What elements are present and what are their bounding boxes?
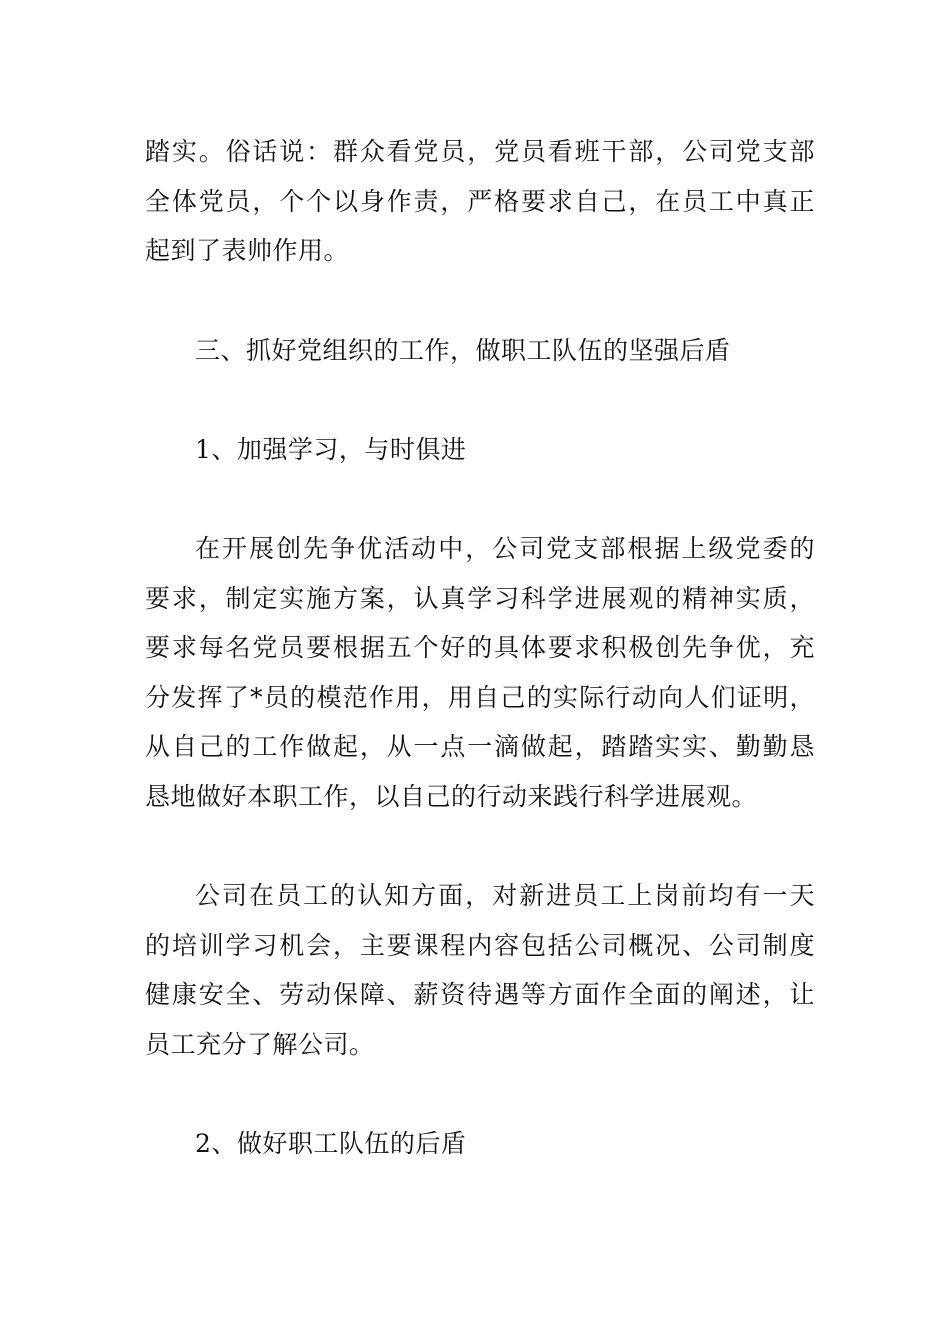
paragraph-3-line-3: 健康安全、劳动保障、薪资待遇等方面作全面的阐述，让 xyxy=(145,980,815,1009)
paragraph-2-line-6: 恳地做好本职工作，以自己的行动来践行科学进展观。 xyxy=(145,782,758,811)
subheading-2: 2、做好职工队伍的后盾 xyxy=(195,1129,467,1158)
paragraph-2-line-1: 在开展创先争优活动中，公司党支部根据上级党委的 xyxy=(195,534,815,563)
paragraph-3-line-2: 的培训学习机会，主要课程内容包括公司概况、公司制度 xyxy=(145,931,815,960)
paragraph-2-line-2: 要求，制定实施方案，认真学习科学进展观的精神实质， xyxy=(145,584,815,613)
paragraph-2-line-4: 分发挥了*员的模范作用，用自己的实际行动向人们证明， xyxy=(145,683,815,712)
paragraph-3-line-4: 员工充分了解公司。 xyxy=(145,1030,375,1059)
paragraph-1-line-2: 全体党员，个个以身作责，严格要求自己，在员工中真正 xyxy=(145,187,815,216)
subheading-1: 1、加强学习，与时俱进 xyxy=(195,435,467,464)
section-heading-3: 三、抓好党组织的工作，做职工队伍的坚强后盾 xyxy=(195,336,731,365)
paragraph-1-line-1: 踏实。俗话说：群众看党员，党员看班干部，公司党支部 xyxy=(145,137,815,166)
paragraph-1-line-3: 起到了表帅作用。 xyxy=(145,236,350,265)
paragraph-2-line-5: 从自己的工作做起，从一点一滴做起，踏踏实实、勤勤恳 xyxy=(145,732,815,761)
paragraph-3-line-1: 公司在员工的认知方面，对新进员工上岗前均有一天 xyxy=(195,881,815,910)
paragraph-2-line-3: 要求每名党员要根据五个好的具体要求积极创先争优，充 xyxy=(145,633,815,662)
